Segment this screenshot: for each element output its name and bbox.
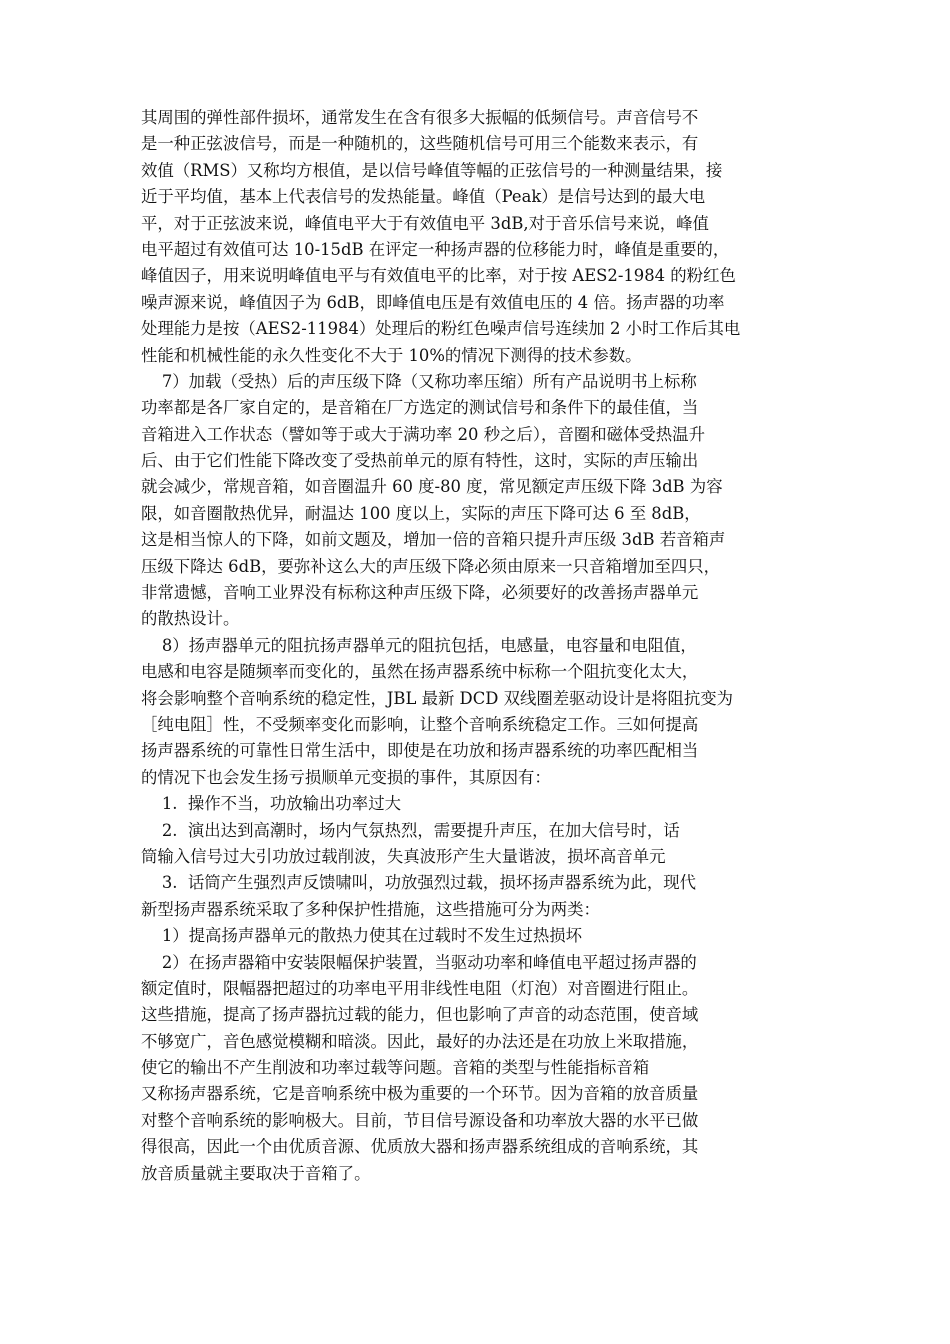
text-line: 不够宽广，音色感觉模糊和暗淡。因此，最好的办法还是在功放上米取措施， bbox=[141, 1031, 699, 1051]
text-line: 8）扬声器单元的阻抗扬声器单元的阻抗包括，电感量，电容量和电阻值， bbox=[141, 635, 697, 655]
text-line: 2）在扬声器箱中安装限幅保护装置，当驱动功率和峰值电平超过扬声器的 bbox=[141, 952, 697, 972]
text-line: 7）加载（受热）后的声压级下降（又称功率压缩）所有产品说明书上标称 bbox=[141, 371, 697, 391]
text-line: 噪声源来说，峰值因子为 6dB，即峰值电压是有效值电压的 4 倍。扬声器的功率 bbox=[141, 292, 725, 312]
text-line: 后、由于它们性能下降改变了受热前单元的原有特性，这时，实际的声压输出 bbox=[141, 451, 699, 471]
text-line: 功率都是各厂家自定的，是音箱在厂方选定的测试信号和条件下的最佳值，当 bbox=[141, 398, 699, 418]
text-line: 这是相当惊人的下降，如前文题及，增加一倍的音箱只提升声压级 3dB 若音箱声 bbox=[141, 530, 726, 550]
text-line: 2. 演出达到高潮时，场内气氛热烈，需要提升声压，在加大信号时，话 bbox=[141, 820, 680, 840]
text-line: 音箱进入工作状态（譬如等于或大于满功率 20 秒之后），音圈和磁体受热温升 bbox=[141, 424, 705, 444]
text-line: 放音质量就主要取决于音箱了。 bbox=[141, 1163, 371, 1183]
text-line: 限，如音圈散热优异，耐温达 100 度以上，实际的声压下降可达 6 至 8dB， bbox=[141, 503, 701, 523]
text-line: 平，对于正弦波来说，峰值电平大于有效值电平 3dB,对于音乐信号来说，峰值 bbox=[141, 213, 709, 233]
text-line: 性能和机械性能的永久性变化不大于 10%的情况下测得的技术参数。 bbox=[141, 345, 642, 365]
text-line: 效值（RMS）又称均方根值，是以信号峰值等幅的正弦信号的一种测量结果，接 bbox=[141, 160, 723, 180]
text-line: 压级下降达 6dB，要弥补这么大的声压级下降必须由原来一只音箱增加至四只， bbox=[141, 556, 721, 576]
text-line: 就会减少，常规音箱，如音圈温升 60 度-80 度，常见额定声压级下降 3dB 为容 bbox=[141, 477, 723, 497]
text-line: 这些措施，提高了扬声器抗过载的能力，但也影响了声音的动态范围，使音域 bbox=[141, 1005, 699, 1025]
text-line: 近于平均值，基本上代表信号的发热能量。峰值（Peak）是信号达到的最大电 bbox=[141, 187, 706, 207]
text-line: 的情况下也会发生扬亏损顺单元变损的事件，其原因有： bbox=[141, 767, 551, 787]
text-line: 非常遗憾，音响工业界没有标称这种声压级下降，必须要好的改善扬声器单元 bbox=[141, 583, 699, 603]
text-line: 得很高，因此一个由优质音源、优质放大器和扬声器系统组成的音响系统，其 bbox=[141, 1137, 699, 1157]
text-line: 使它的输出不产生削波和功率过载等问题。音箱的类型与性能指标音箱 bbox=[141, 1058, 650, 1078]
text-line: 扬声器系统的可靠性日常生活中，即使是在功放和扬声器系统的功率匹配相当 bbox=[141, 741, 699, 761]
text-line: 峰值因子，用来说明峰值电平与有效值电平的比率，对于按 AES2-1984 的粉红色 bbox=[141, 266, 736, 286]
text-line: 电感和电容是随频率而变化的，虽然在扬声器系统中标称一个阻抗变化太大， bbox=[141, 662, 699, 682]
text-line: ［纯电阻］性，不受频率变化而影响，让整个音响系统稳定工作。三如何提高 bbox=[141, 714, 699, 734]
text-line: 对整个音响系统的影响极大。目前，节目信号源设备和功率放大器的水平已做 bbox=[141, 1110, 699, 1130]
text-line: 3. 话筒产生强烈声反馈啸叫，功放强烈过载，损坏扬声器系统为此，现代 bbox=[141, 873, 697, 893]
text-line: 的散热设计。 bbox=[141, 609, 240, 629]
text-line: 将会影响整个音响系统的稳定性，JBL 最新 DCD 双线圈差驱动设计是将阻抗变为 bbox=[141, 688, 734, 708]
text-line: 是一种正弦波信号，而是一种随机的，这些随机信号可用三个能数来表示，有 bbox=[141, 134, 699, 154]
text-line: 电平超过有效值可达 10-15dB 在评定一种扬声器的位移能力时，峰值是重要的， bbox=[141, 239, 730, 259]
text-line: 额定值时，限幅器把超过的功率电平用非线性电阻（灯泡）对音圈进行阻止。 bbox=[141, 978, 699, 998]
text-line: 新型扬声器系统采取了多种保护性措施，这些措施可分为两类： bbox=[141, 899, 600, 919]
text-line: 其周围的弹性部件损坏，通常发生在含有很多大振幅的低频信号。声音信号不 bbox=[141, 108, 699, 127]
document-body bbox=[141, 105, 811, 1187]
text-line: 1）提高扬声器单元的散热力使其在过载时不发生过热损坏 bbox=[141, 926, 583, 946]
text-line: 1. 操作不当，功放输出功率过大 bbox=[141, 794, 401, 814]
text-line: 又称扬声器系统，它是音响系统中极为重要的一个环节。因为音箱的放音质量 bbox=[141, 1084, 699, 1104]
text-line: 处理能力是按（AES2-11984）处理后的粉红色噪声信号连续加 2 小时工作后其电 bbox=[141, 319, 741, 339]
text-line: 筒输入信号过大引功放过载削波，失真波形产生大量谐波，损坏高音单元 bbox=[141, 846, 666, 866]
